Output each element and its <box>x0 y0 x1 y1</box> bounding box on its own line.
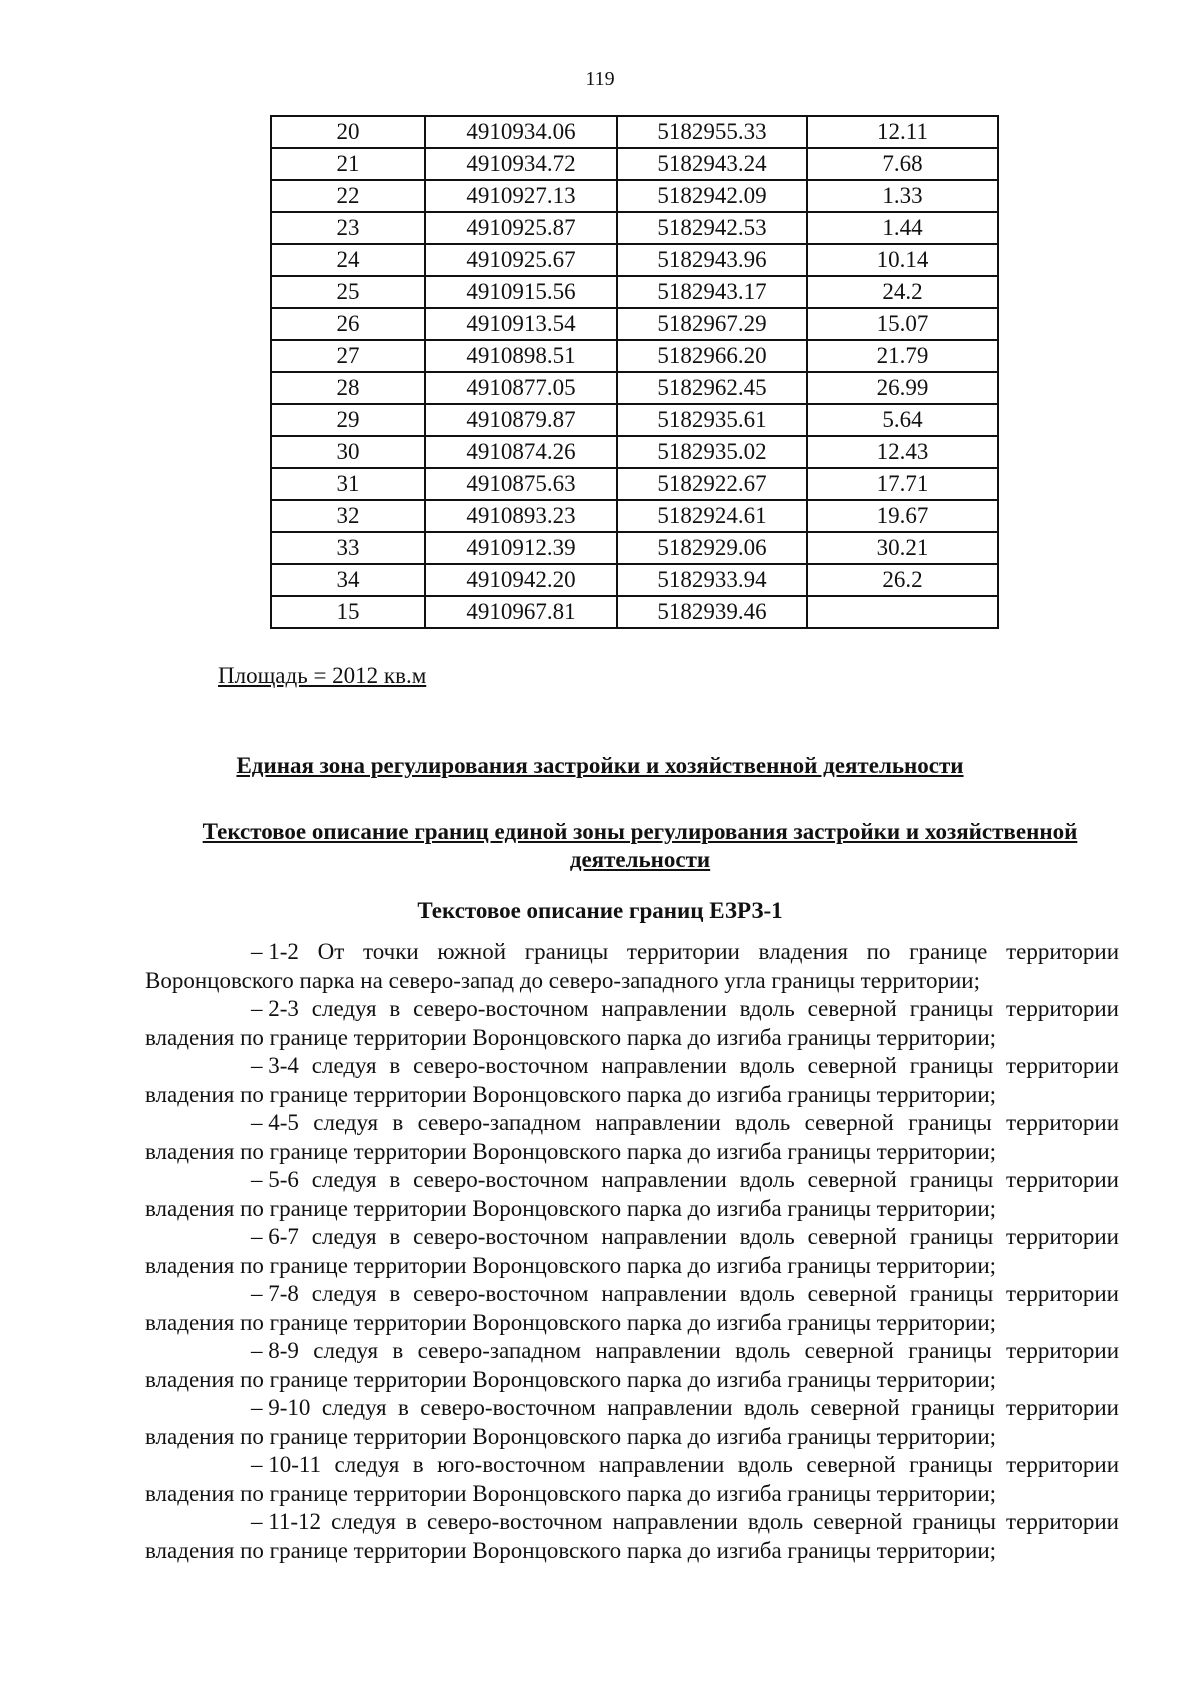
segment-paragraph <box>145 1508 1119 1565</box>
zone-heading: Единая зона регулирования застройки и хозяйственной деятельности <box>236 753 964 778</box>
point-number-cell: 26 <box>271 308 425 340</box>
point-number-cell: 28 <box>271 372 425 404</box>
y-coordinate-cell: 5182924.61 <box>617 500 807 532</box>
point-number-cell: 31 <box>271 468 425 500</box>
length-cell: 26.2 <box>807 564 998 596</box>
segment-paragraph <box>145 938 1119 995</box>
y-coordinate-cell: 5182929.06 <box>617 532 807 564</box>
table-row <box>271 244 998 276</box>
y-coordinate-cell: 5182967.29 <box>617 308 807 340</box>
x-coordinate-cell: 4910967.81 <box>425 596 617 628</box>
length-cell: 7.68 <box>807 148 998 180</box>
table-row <box>271 468 998 500</box>
segment-id: – 4-5 <box>251 1110 299 1135</box>
ezrz-heading: Текстовое описание границ ЕЗРЗ-1 <box>417 898 783 923</box>
length-cell: 17.71 <box>807 468 998 500</box>
segment-text: следуя в северо-восточном направлении вдоль северной границы территории владения по границе территории Воронцовского парка до изгиба границы территории; <box>145 1395 1119 1449</box>
table-row <box>271 596 998 628</box>
x-coordinate-cell: 4910898.51 <box>425 340 617 372</box>
x-coordinate-cell: 4910893.23 <box>425 500 617 532</box>
segment-id: – 6-7 <box>251 1224 299 1249</box>
y-coordinate-cell: 5182955.33 <box>617 116 807 148</box>
point-number-cell: 24 <box>271 244 425 276</box>
x-coordinate-cell: 4910912.39 <box>425 532 617 564</box>
x-coordinate-cell: 4910934.72 <box>425 148 617 180</box>
boundary-description <box>145 938 1119 1565</box>
segment-id: – 11-12 <box>251 1509 322 1534</box>
length-cell: 30.21 <box>807 532 998 564</box>
x-coordinate-cell: 4910927.13 <box>425 180 617 212</box>
point-number-cell: 21 <box>271 148 425 180</box>
table-row <box>271 500 998 532</box>
y-coordinate-cell: 5182933.94 <box>617 564 807 596</box>
x-coordinate-cell: 4910879.87 <box>425 404 617 436</box>
segment-text: следуя в юго-восточном направлении вдоль северной границы территории владения по границе территории Воронцовского парка до изгиба границы территории; <box>145 1452 1120 1506</box>
table-row <box>271 436 998 468</box>
segment-id: – 8-9 <box>251 1338 299 1363</box>
segment-id: – 10-11 <box>251 1452 322 1477</box>
y-coordinate-cell: 5182943.24 <box>617 148 807 180</box>
point-number-cell: 32 <box>271 500 425 532</box>
segment-paragraph <box>145 1166 1119 1223</box>
segment-text: следуя в северо-восточном направлении вдоль северной границы территории владения по границе территории Воронцовского парка до изгиба границы территории; <box>145 1224 1119 1278</box>
x-coordinate-cell: 4910925.87 <box>425 212 617 244</box>
length-cell: 5.64 <box>807 404 998 436</box>
length-cell: 12.11 <box>807 116 998 148</box>
y-coordinate-cell: 5182939.46 <box>617 596 807 628</box>
length-cell: 12.43 <box>807 436 998 468</box>
segment-id: – 2-3 <box>251 996 299 1021</box>
y-coordinate-cell: 5182935.61 <box>617 404 807 436</box>
segment-id: – 7-8 <box>251 1281 299 1306</box>
table-row <box>271 308 998 340</box>
segment-paragraph <box>145 995 1119 1052</box>
table-row <box>271 276 998 308</box>
text-description-heading: Текстовое описание границ единой зоны регулирования застройки и хозяйственной деятельности <box>202 819 1078 872</box>
segment-id: – 5-6 <box>251 1167 299 1192</box>
segment-text: следуя в северо-восточном направлении вдоль северной границы территории владения по границе территории Воронцовского парка до изгиба границы территории; <box>145 996 1119 1050</box>
y-coordinate-cell: 5182966.20 <box>617 340 807 372</box>
segment-text: следуя в северо-западном направлении вдоль северной границы территории владения по границе территории Воронцовского парка до изгиба границы территории; <box>145 1338 1119 1392</box>
length-cell: 10.14 <box>807 244 998 276</box>
table-row <box>271 532 998 564</box>
table-row <box>271 564 998 596</box>
point-number-cell: 27 <box>271 340 425 372</box>
segment-paragraph <box>145 1223 1119 1280</box>
table-row <box>271 180 998 212</box>
point-number-cell: 34 <box>271 564 425 596</box>
y-coordinate-cell: 5182962.45 <box>617 372 807 404</box>
point-number-cell: 33 <box>271 532 425 564</box>
length-cell: 24.2 <box>807 276 998 308</box>
x-coordinate-cell: 4910934.06 <box>425 116 617 148</box>
coordinates-table <box>270 115 999 629</box>
segment-id: – 3-4 <box>251 1053 299 1078</box>
table-row <box>271 404 998 436</box>
segment-text: следуя в северо-восточном направлении вдоль северной границы территории владения по границе территории Воронцовского парка до изгиба границы территории; <box>145 1053 1119 1107</box>
point-number-cell: 25 <box>271 276 425 308</box>
area-text: Площадь = 2012 кв.м <box>218 663 427 688</box>
segment-paragraph <box>145 1280 1119 1337</box>
point-number-cell: 22 <box>271 180 425 212</box>
table-row <box>271 148 998 180</box>
point-number-cell: 23 <box>271 212 425 244</box>
table-row <box>271 212 998 244</box>
y-coordinate-cell: 5182935.02 <box>617 436 807 468</box>
x-coordinate-cell: 4910915.56 <box>425 276 617 308</box>
y-coordinate-cell: 5182922.67 <box>617 468 807 500</box>
segment-paragraph <box>145 1394 1119 1451</box>
point-number-cell: 29 <box>271 404 425 436</box>
y-coordinate-cell: 5182943.17 <box>617 276 807 308</box>
x-coordinate-cell: 4910874.26 <box>425 436 617 468</box>
y-coordinate-cell: 5182943.96 <box>617 244 807 276</box>
segment-text: следуя в северо-восточном направлении вдоль северной границы территории владения по границе территории Воронцовского парка до изгиба границы территории; <box>145 1281 1119 1335</box>
x-coordinate-cell: 4910942.20 <box>425 564 617 596</box>
length-cell: 1.44 <box>807 212 998 244</box>
segment-text: следуя в северо-западном направлении вдоль северной границы территории владения по границе территории Воронцовского парка до изгиба границы территории; <box>145 1110 1119 1164</box>
length-cell <box>807 596 998 628</box>
x-coordinate-cell: 4910877.05 <box>425 372 617 404</box>
x-coordinate-cell: 4910925.67 <box>425 244 617 276</box>
point-number-cell: 20 <box>271 116 425 148</box>
segment-paragraph <box>145 1052 1119 1109</box>
table-row <box>271 116 998 148</box>
segment-text: следуя в северо-восточном направлении вдоль северной границы территории владения по границе территории Воронцовского парка до изгиба границы территории; <box>145 1167 1119 1221</box>
segment-text: От точки южной границы территории владения по границе территории Воронцовского парка на северо-запад до северо-западного угла границы территории; <box>145 939 1119 993</box>
segment-paragraph <box>145 1451 1119 1508</box>
point-number-cell: 30 <box>271 436 425 468</box>
segment-paragraph <box>145 1109 1119 1166</box>
table-row <box>271 340 998 372</box>
length-cell: 21.79 <box>807 340 998 372</box>
x-coordinate-cell: 4910913.54 <box>425 308 617 340</box>
segment-paragraph <box>145 1337 1119 1394</box>
length-cell: 19.67 <box>807 500 998 532</box>
length-cell: 26.99 <box>807 372 998 404</box>
segment-id: – 1-2 <box>251 939 299 964</box>
x-coordinate-cell: 4910875.63 <box>425 468 617 500</box>
segment-id: – 9-10 <box>251 1395 311 1420</box>
y-coordinate-cell: 5182942.53 <box>617 212 807 244</box>
table-row <box>271 372 998 404</box>
point-number-cell: 15 <box>271 596 425 628</box>
page-number: 119 <box>585 68 615 90</box>
length-cell: 15.07 <box>807 308 998 340</box>
length-cell: 1.33 <box>807 180 998 212</box>
y-coordinate-cell: 5182942.09 <box>617 180 807 212</box>
segment-text: следуя в северо-восточном направлении вдоль северной границы территории владения по границе территории Воронцовского парка до изгиба границы территории; <box>145 1509 1119 1563</box>
